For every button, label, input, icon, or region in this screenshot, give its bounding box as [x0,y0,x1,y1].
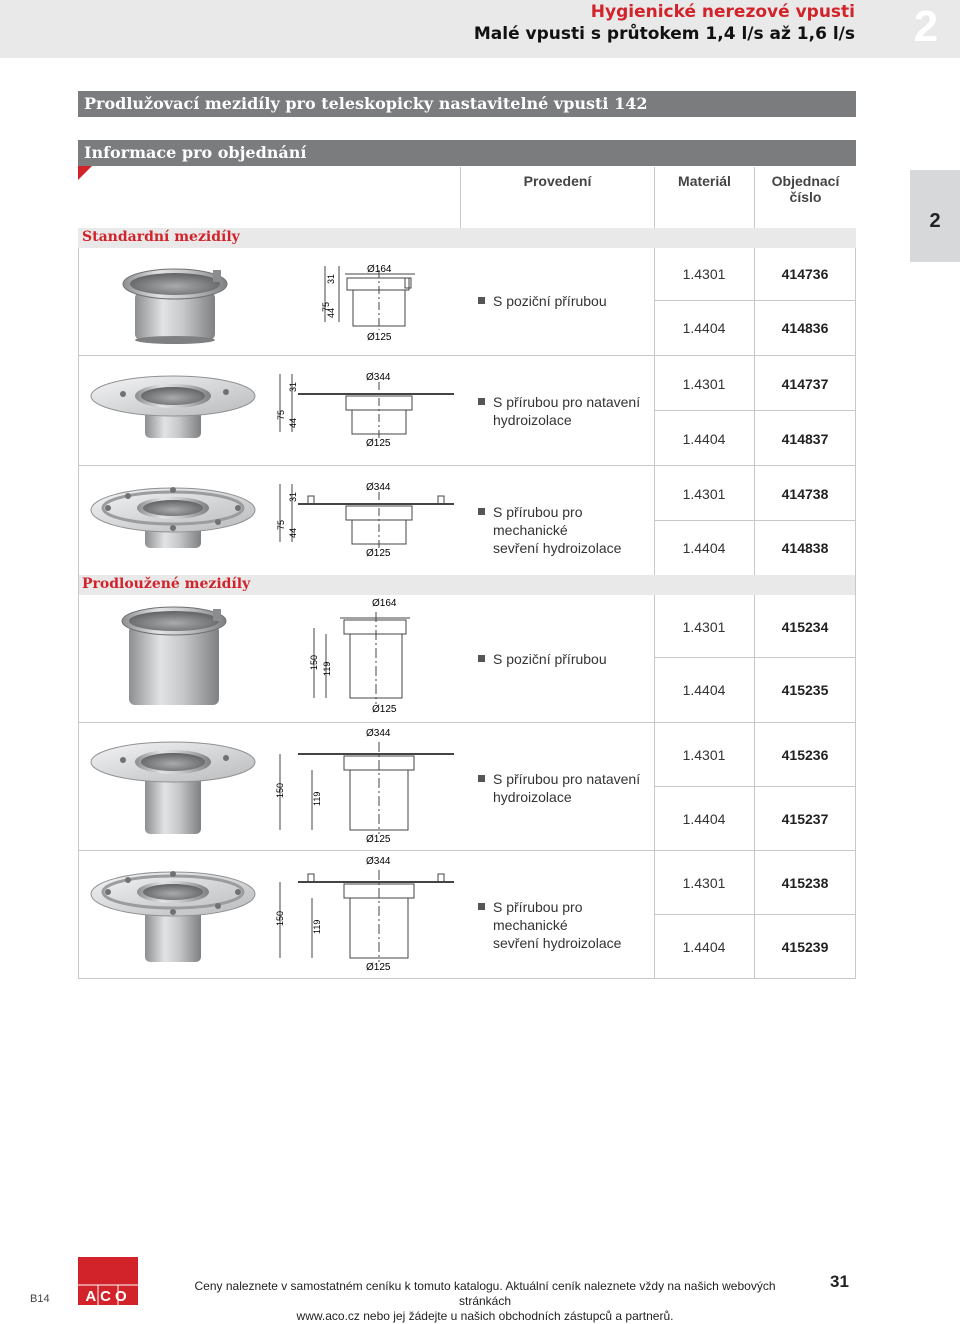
bullet-icon [478,297,485,304]
dim-top-diameter: Ø344 [366,482,391,493]
product-image-extended-positional [115,605,235,710]
row-description: S poziční přírubou [478,650,654,668]
chapter-side-tab[interactable] [910,170,960,262]
order-number[interactable]: 415236 [781,747,829,763]
order-info-title: Informace pro objednání [78,140,856,166]
product-image-standard-welding [88,372,258,444]
subrow-divider [654,300,856,301]
dim-total-height: 75 [276,519,286,530]
order-number[interactable]: 415234 [781,619,829,635]
col-divider [754,248,755,575]
drawing-standard-clamp [268,480,458,562]
row-description: S přírubou pro mechanické sevření hydroizolace [478,503,654,557]
dim-top-diameter: Ø344 [366,728,391,739]
group-label-standard: Standardní mezidíly [78,228,856,248]
dim-top-diameter: Ø344 [366,856,391,867]
col-divider [654,248,655,575]
drawing-extended-clamp [268,852,458,976]
material-value: 1.4301 [682,266,726,282]
order-number[interactable]: 415235 [781,682,829,698]
order-number[interactable]: 414738 [781,486,829,502]
order-number[interactable]: 414737 [781,376,829,392]
dim-lower-height: 44 [288,527,298,538]
dim-bottom-diameter: Ø125 [366,962,391,973]
product-image-standard-positional [115,262,235,344]
catalog-code: B14 [30,1293,50,1305]
subrow-divider [654,410,856,411]
row-description: S přírubou pro mechanické sevření hydroizolace [478,898,654,952]
dim-bottom-diameter: Ø125 [366,548,391,559]
product-image-extended-clamp [88,866,258,966]
column-header-objednaci-line2: číslo [789,189,822,205]
subrow-divider [654,914,856,915]
dim-total-height: 150 [275,782,285,798]
bullet-icon [478,903,485,910]
bullet-icon [478,398,485,405]
dim-total-height: 150 [309,654,319,670]
order-number[interactable]: 414836 [781,320,829,336]
material-value: 1.4404 [682,811,726,827]
footer-note-line2: www.aco.cz nebo jej žádejte u našich obchodních zástupců a partnerů. [296,1309,674,1323]
section-title: Prodlužovací mezidíly pro teleskopicky nastavitelné vpusti 142 [78,91,856,117]
row-divider [78,850,856,851]
column-header-objednaci-line1: Objednací [771,173,840,189]
chapter-number: 2 [913,2,939,51]
catalog-subtitle: Malé vpusti s průtokem 1,4 l/s až 1,6 l/s [473,24,855,44]
dim-total-height: 150 [275,910,285,926]
dim-lower-height: 119 [312,919,322,934]
dim-bottom-diameter: Ø125 [367,332,392,343]
material-value: 1.4404 [682,540,726,556]
material-value: 1.4301 [682,875,726,891]
dim-upper-height: 31 [288,381,298,392]
page-number: 31 [830,1272,849,1291]
subrow-divider [654,786,856,787]
material-value: 1.4404 [682,431,726,447]
svg-text:ACO: ACO [85,1288,131,1305]
subrow-divider [654,520,856,521]
material-value: 1.4301 [682,376,726,392]
dim-upper-height: 31 [288,491,298,502]
bullet-icon [478,775,485,782]
dim-lower-height: 119 [312,791,322,806]
group-label-extended: Prodloužené mezidíly [78,575,856,595]
dim-lower-height: 44 [326,307,336,318]
dim-bottom-diameter: Ø125 [366,834,391,845]
dim-top-diameter: Ø164 [367,264,392,275]
drawing-standard-positional [305,262,425,344]
order-number[interactable]: 414838 [781,540,829,556]
material-value: 1.4301 [682,619,726,635]
row-divider [78,355,856,356]
dim-top-diameter: Ø164 [372,598,397,609]
order-number[interactable]: 415239 [781,939,829,955]
dim-upper-height: 31 [326,273,336,284]
footer-note-line1: Ceny naleznete v samostatném ceníku k tomuto katalogu. Aktuální ceník naleznete vždy na našich webových stránkách [194,1279,776,1308]
row-description: S přírubou pro natavení hydroizolace [478,393,654,429]
material-value: 1.4301 [682,747,726,763]
column-header-material: Materiál [654,167,754,228]
material-value: 1.4404 [682,320,726,336]
corner-marker [78,166,92,180]
drawing-extended-welding [268,724,458,848]
order-number[interactable]: 415237 [781,811,829,827]
row-description: S přírubou pro natavení hydroizolace [478,770,654,806]
dim-bottom-diameter: Ø125 [372,704,397,715]
col-divider [654,595,655,979]
aco-logo [78,1257,138,1305]
bullet-icon [478,508,485,515]
dim-total-height: 75 [321,301,331,312]
dim-lower-height: 44 [288,417,298,428]
drawing-standard-welding [268,370,458,452]
dim-top-diameter: Ø344 [366,372,391,383]
catalog-title: Hygienické nerezové vpusti [590,2,855,22]
order-number[interactable]: 414736 [781,266,829,282]
order-number[interactable]: 414837 [781,431,829,447]
column-header-objednaci [754,167,856,228]
row-divider [78,722,856,723]
col-divider [754,595,755,979]
material-value: 1.4301 [682,486,726,502]
side-tab-label: 2 [929,210,941,232]
product-image-extended-welding [88,738,258,838]
material-value: 1.4404 [682,939,726,955]
row-description: S poziční přírubou [478,292,654,310]
bullet-icon [478,655,485,662]
dim-lower-height: 119 [322,661,332,676]
product-image-standard-clamp [88,482,258,554]
subrow-divider [654,657,856,658]
material-value: 1.4404 [682,682,726,698]
column-header-provedeni: Provedení [460,167,654,228]
footer-note [175,1279,795,1324]
order-number[interactable]: 415238 [781,875,829,891]
dim-bottom-diameter: Ø125 [366,438,391,449]
dim-total-height: 75 [276,409,286,420]
row-divider [78,465,856,466]
drawing-extended-positional [300,594,420,718]
